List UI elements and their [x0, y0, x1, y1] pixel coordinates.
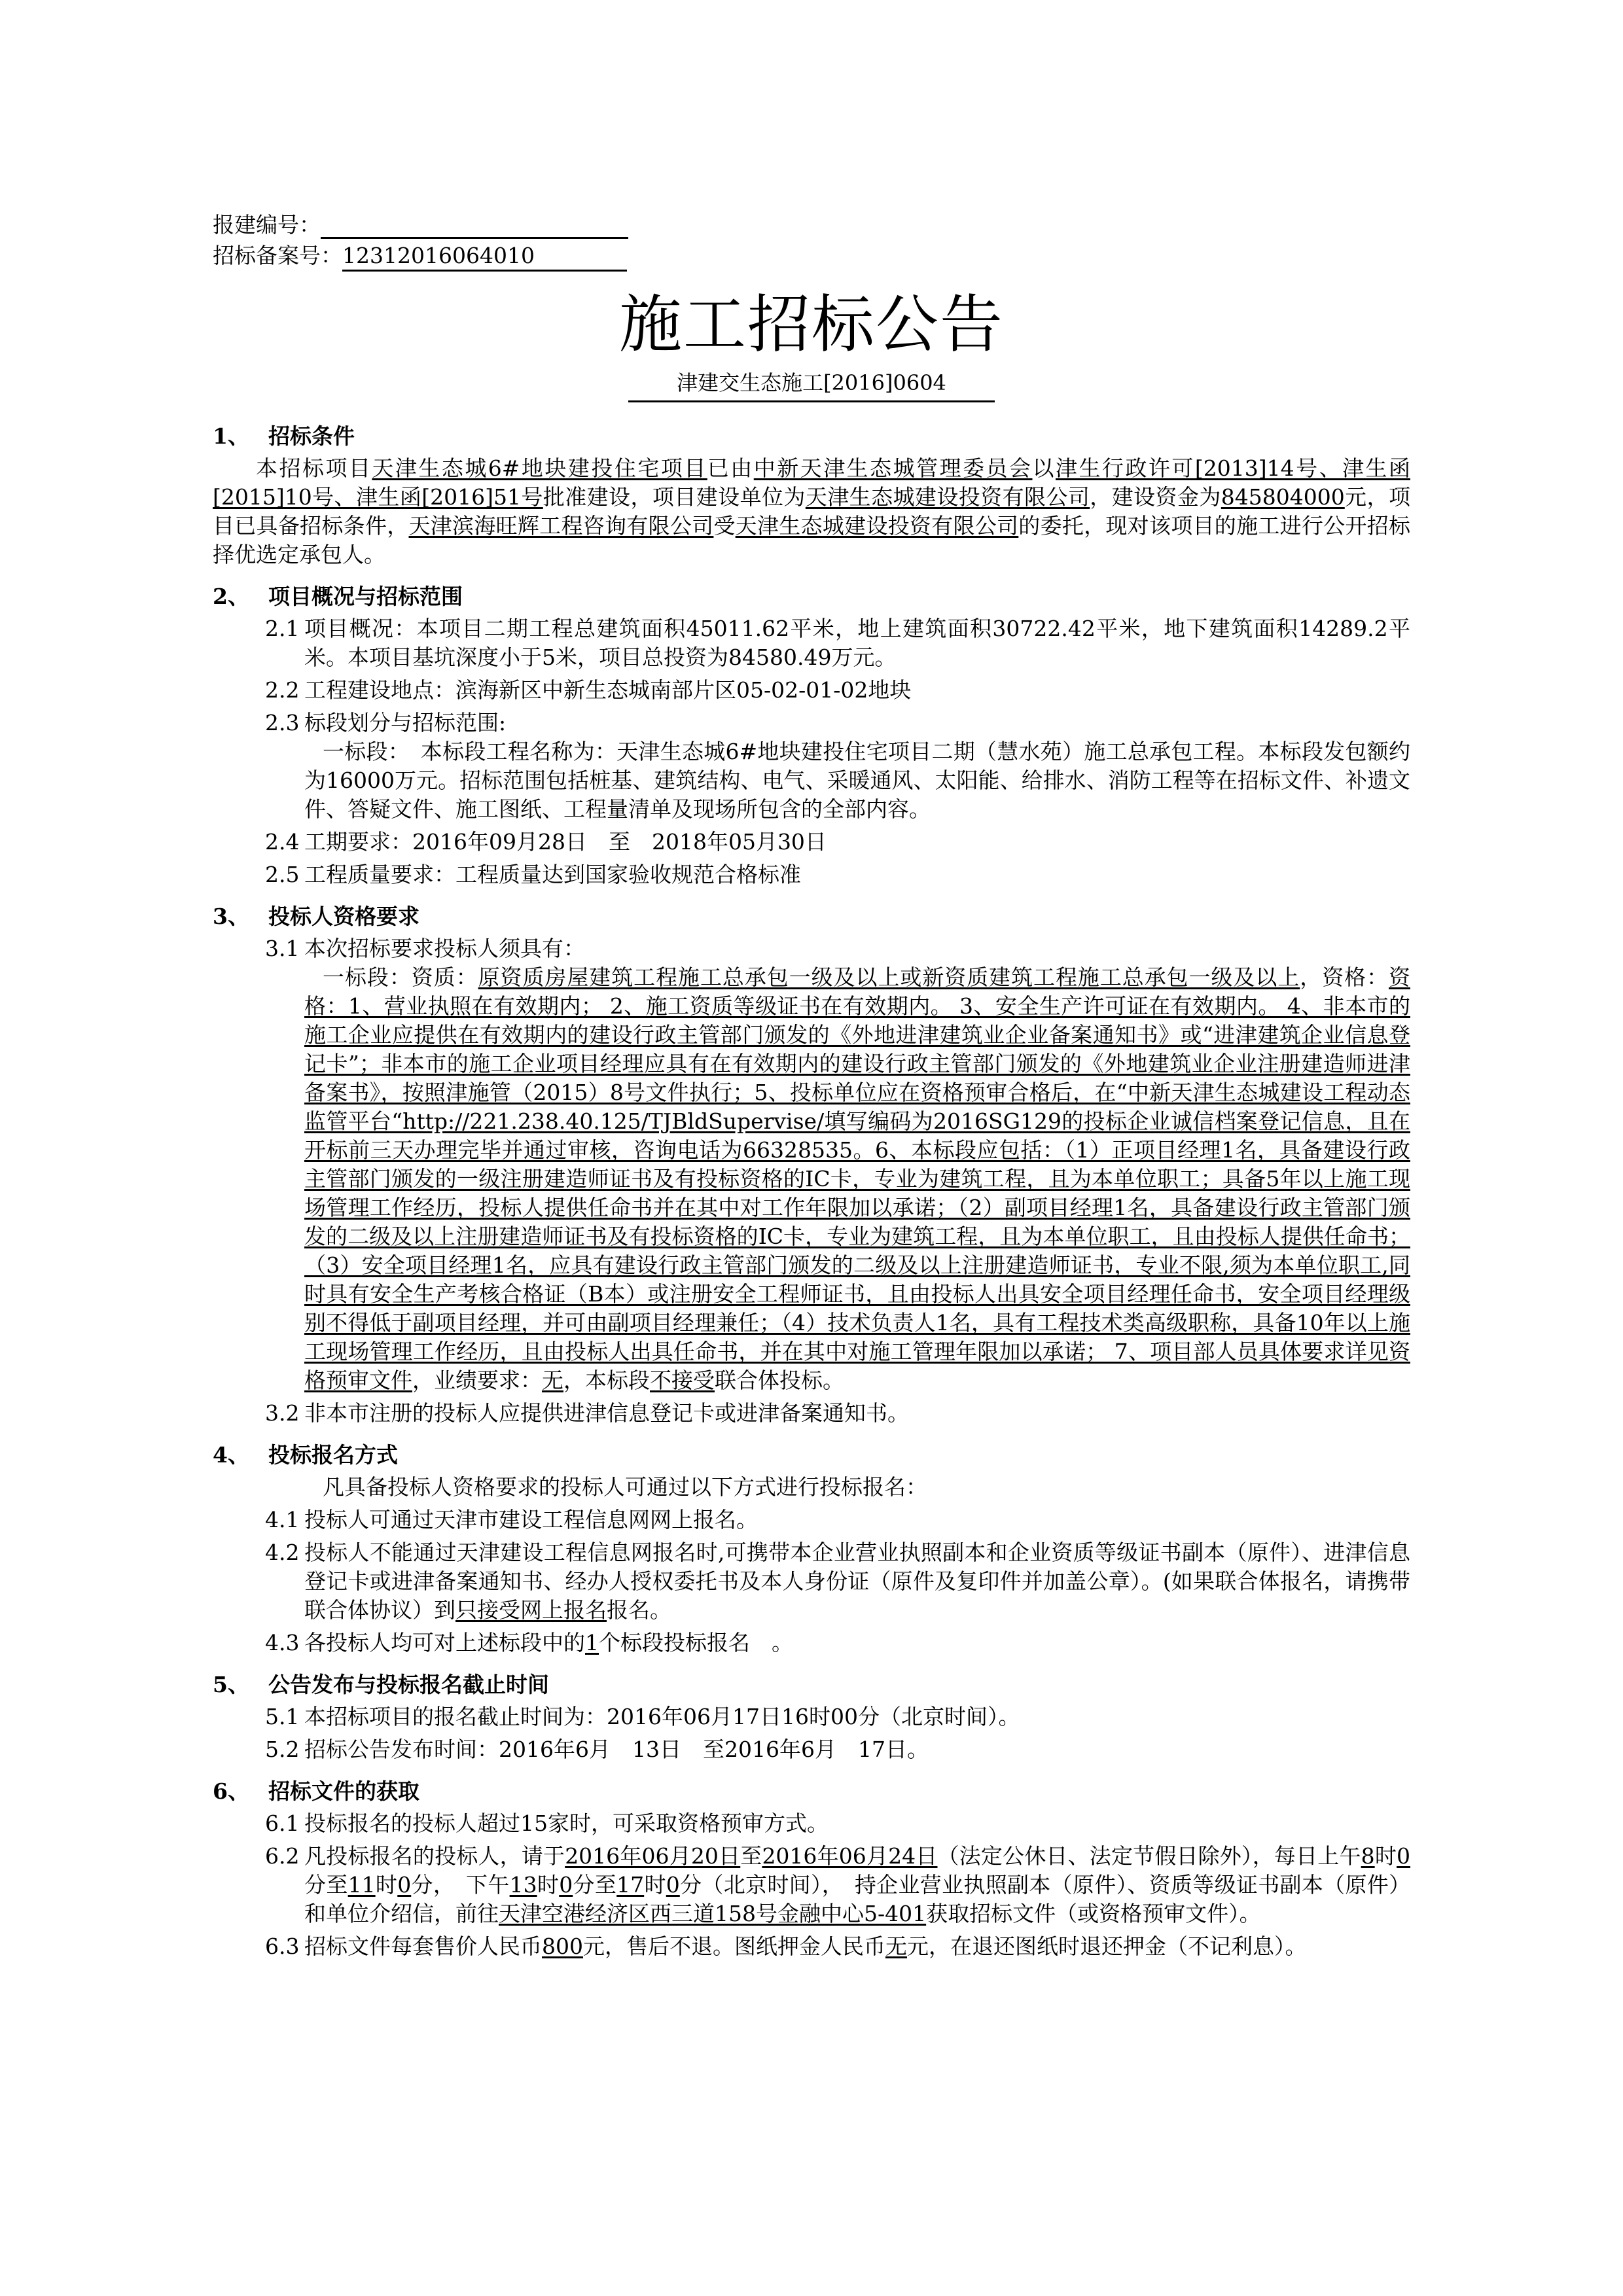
requirements: 资格：1、营业执照在有效期内； 2、施工资质等级证书在有效期内。 3、安全生产许可证在有效期内。 4、非本市的施工企业应提供在有效期内的建设行政主管部门颁发的《外地进津建筑业企业备案通知书》或“进津建筑企业信息登记卡”；非本市的施工企业项目经理应具有在有效期内的建设行政主管部门颁发的《外地建筑业企业注册建造师进津备案书》，按照津施管（2015）8号文件执行；5、投标单位应在资格预审合格后，在“中新天津生态城建设工程动态监管平台“http://221.238.40.125/TJBldSupervise/填写编码为2016SG129的投标企业诚信档案登记信息，且在开标前三天办理完毕并通过审核，咨询电话为66328535。6、本标段应包括：（1）正项目经理1名，具备建设行政主管部门颁发的一级注册建造师证书及有投标资格的IC卡，专业为建筑工程，且为本单位职工；具备5年以上施工现场管理工作经历，投标人提供任命书并在其中对工作年限加以承诺；（2）副项目经理1名，具备建设行政主管部门颁发的二级及以上注册建造师证书及有投标资格的IC卡，专业为建筑工程，且为本单位职工，且由投标人提供任命书；（3）安全项目经理1名，应具有建设行政主管部门颁发的二级及以上注册建造师证书，专业不限,须为本单位职工,同时具有安全生产考核合格证（B本）或注册安全工程师证书，且由投标人出具安全项目经理任命书，安全项目经理级别不得低于副项目经理，并可由副项目经理兼任；（4）技术负责人1名，具有工程技术类高级职称，具备10年以上施工现场管理工作经历，且由投标人出具任命书，并在其中对施工管理年限加以承诺； 7、项目部人员具体要求详见资格预审文件: [304, 964, 1410, 1393]
section-number: 2、: [213, 584, 249, 609]
section-number: 4、: [213, 1442, 249, 1468]
item-text: 工期要求：2016年09月28日 至 2018年05月30日: [304, 829, 827, 855]
item-number: 3.1: [265, 936, 300, 961]
text: 至: [326, 1872, 348, 1898]
consortium-policy: 不接受: [650, 1368, 715, 1393]
text: 元，售后不退。图纸押金人民币: [583, 1934, 885, 1959]
text: 时: [375, 1872, 398, 1898]
item-number: 4.3: [265, 1630, 300, 1655]
item-5-2: [265, 1735, 1410, 1764]
section-4-heading: [213, 1438, 1410, 1469]
item-5-1: [265, 1703, 1410, 1731]
item-text: 投标人可通过天津市建设工程信息网网上报名。: [304, 1507, 758, 1532]
pm-end-hour: 17: [616, 1872, 645, 1898]
item-number: 4.2: [265, 1540, 300, 1565]
text: 分: [573, 1872, 595, 1898]
item-4-2: [265, 1538, 1410, 1625]
text: 获取招标文件（或资格预审文件）。: [926, 1901, 1261, 1926]
text: （法定公休日、法定节假日除外），每日上午: [937, 1843, 1361, 1869]
registration-number-value: [321, 212, 628, 239]
item-text: 标段划分与招标范围:: [304, 710, 507, 735]
item-number: 2.5: [265, 862, 300, 887]
item-text: 工程建设地点：滨海新区中新生态城南部片区05-02-01-02地块: [304, 677, 912, 703]
item-text: 本次招标要求投标人须具有：: [304, 936, 585, 961]
qualification: 原资质房屋建筑工程施工总承包一级及以上或新资质建筑工程施工总承包一级及以上: [478, 964, 1300, 990]
section-3-heading: [213, 900, 1410, 930]
section-number: 5、: [213, 1672, 249, 1697]
agent: 天津滨海旺辉工程咨询有限公司: [408, 513, 714, 539]
text: 各投标人均可对上述标段中的: [304, 1630, 585, 1655]
section-1-paragraph: [213, 454, 1410, 569]
registration-number-line: [213, 208, 628, 239]
page-title: 施工招标公告: [619, 288, 1004, 361]
item-number: 2.4: [265, 829, 300, 855]
text: 元，在退还图纸时退还押金（不记利息）。: [907, 1934, 1307, 1959]
item-4-3: [265, 1629, 1410, 1657]
item-text: [304, 1842, 1410, 1928]
record-number-label: 招标备案号：: [213, 243, 342, 268]
registration-method: 只接受网上报名: [455, 1597, 607, 1623]
pm-start-minute: 0: [559, 1872, 573, 1898]
text: 至: [740, 1843, 762, 1869]
section-count: 1: [585, 1630, 599, 1655]
item-number: 5.2: [265, 1737, 300, 1762]
item-number: 2.2: [265, 677, 300, 703]
document-number: 津建交生态施工[2016]0604: [628, 366, 995, 402]
item-2-3: [265, 709, 1410, 737]
approval-document: 津生行政许可[2013]14号、津生函[2015]10号、津生函[2016]51号: [213, 455, 1411, 510]
item-number: 6.1: [265, 1810, 300, 1836]
text: ，资格：: [1300, 964, 1389, 990]
text: 受: [713, 513, 736, 539]
text: 时: [537, 1872, 560, 1898]
section-1-heading: [213, 419, 1410, 450]
text: 以: [1032, 455, 1056, 481]
item-number: 6.3: [265, 1934, 300, 1959]
item-2-5: [265, 860, 1410, 889]
item-text: [304, 1629, 1410, 1657]
am-start-hour: 8: [1361, 1843, 1375, 1869]
pickup-location: 天津空港经济区西三道158号金融中心5-401: [499, 1901, 927, 1926]
section-title: 投标人资格要求: [268, 904, 419, 929]
section-title: 项目概况与招标范围: [268, 584, 463, 609]
text: 本招标项目: [256, 455, 372, 481]
item-text: 本招标项目的报名截止时间为：2016年06月17日16时00分（北京时间）。: [304, 1704, 1020, 1729]
text: 分， 下午: [411, 1872, 510, 1898]
section-title: 投标报名方式: [268, 1442, 398, 1468]
text: 投标人不能通过天津建设工程信息网报名时,可携带本企业营业执照副本和企业资质等级证书副本（原件）、进津信息登记卡或进津备案通知书、经办人授权委托书及本人身份证（原件及复印件并加盖公章）。(如果联合体报名，请携带联合体协议）到: [304, 1540, 1410, 1623]
item-2-2: [265, 676, 1410, 705]
text: 时: [1374, 1843, 1397, 1869]
item-number: 4.1: [265, 1507, 300, 1532]
text: ，本标段: [563, 1368, 650, 1393]
item-text: 投标报名的投标人超过15家时，可采取资格预审方式。: [304, 1810, 829, 1836]
performance-requirement: 无: [542, 1368, 563, 1393]
item-number: 2.3: [265, 710, 300, 735]
item-number: 5.1: [265, 1704, 300, 1729]
item-6-3: [265, 1932, 1410, 1961]
am-end-hour: 11: [348, 1872, 376, 1898]
section-2-heading: [213, 580, 1410, 610]
section-title: 招标文件的获取: [268, 1778, 419, 1804]
item-text: 非本市注册的投标人应提供进津信息登记卡或进津备案通知书。: [304, 1400, 909, 1426]
item-text: [304, 1932, 1410, 1961]
item-6-1: [265, 1809, 1410, 1838]
item-number: 3.2: [265, 1400, 300, 1426]
text: 至: [594, 1872, 617, 1898]
item-2-3-detail: 一标段： 本标段工程名称为：天津生态城6#地块建投住宅项目二期（慧水苑）施工总承包工程。本标段发包额约为16000万元。招标范围包括桩基、建筑结构、电气、采暖通风、太阳能、给排水、消防工程等在招标文件、补遗文件、答疑文件、施工图纸、工程量清单及现场所包含的全部内容。: [304, 739, 1410, 822]
section-4-intro: 凡具备投标人资格要求的投标人可通过以下方式进行投标报名：: [323, 1474, 927, 1500]
section-5-heading: [213, 1668, 1410, 1699]
approver: 中新天津生态城管理委员会: [753, 455, 1033, 481]
text: 已由: [707, 455, 754, 481]
document-body: [213, 409, 1410, 1961]
text: 凡投标报名的投标人，请于: [304, 1843, 565, 1869]
end-date: 2016年06月24日: [762, 1843, 938, 1869]
item-4-1: [265, 1506, 1410, 1534]
item-3-2: [265, 1399, 1410, 1428]
drawing-deposit: 无: [885, 1934, 907, 1959]
section-number: 6、: [213, 1778, 249, 1804]
text: 时: [644, 1872, 666, 1898]
item-text: [304, 1538, 1410, 1625]
item-number: 6.2: [265, 1843, 300, 1869]
start-date: 2016年06月20日: [565, 1843, 741, 1869]
item-6-2: [265, 1842, 1410, 1928]
section-title: 公告发布与投标报名截止时间: [268, 1672, 549, 1697]
text: 个标段投标报名 。: [599, 1630, 793, 1655]
document-price: 800: [542, 1934, 583, 1959]
item-3-1-detail: [304, 963, 1410, 1395]
item-2-1: [265, 614, 1410, 672]
item-3-1: [265, 934, 1410, 963]
text: 批准建设，项目建设单位为: [543, 484, 806, 510]
text: 元，项目已具备招标条件，: [213, 484, 1411, 539]
text: 分: [304, 1872, 327, 1898]
am-end-minute: 0: [397, 1872, 412, 1898]
section-number: 3、: [213, 904, 249, 929]
pm-end-minute: 0: [666, 1872, 680, 1898]
pm-start-hour: 13: [509, 1872, 537, 1898]
client: 天津生态城建设投资有限公司: [735, 513, 1019, 539]
text: 联合体投标。: [715, 1368, 844, 1393]
text: 一标段：资质：: [323, 964, 478, 990]
registration-number-label: 报建编号：: [213, 212, 321, 238]
record-number-value: 12312016064010: [342, 243, 627, 272]
text: 分（北京时间）， 持企业营业执照副本（原件）、资质等级证书副本（原件）和单位介绍信，前往: [304, 1872, 1411, 1926]
text: ，业绩要求：: [412, 1368, 542, 1393]
item-text: 招标公告发布时间：2016年6月 13日 至2016年6月 17日。: [304, 1737, 929, 1762]
text: 报名。: [607, 1597, 671, 1623]
text: 的委托，现对该项目的施工进行公开招标择优选定承包人。: [213, 513, 1411, 567]
item-text: 项目概况：本项目二期工程总建筑面积45011.62平米，地上建筑面积30722.42平米，地下建筑面积14289.2平米。本项目基坑深度小于5米，项目总投资为84580.49万元。: [304, 616, 1410, 670]
capital: 845804000: [1221, 484, 1345, 510]
item-number: 2.1: [265, 616, 300, 641]
item-2-4: [265, 828, 1410, 857]
section-title: 招标条件: [268, 423, 355, 449]
record-number-line: [213, 239, 627, 272]
section-number: 1、: [213, 423, 249, 449]
text: ，建设资金为: [1090, 484, 1221, 510]
project-name: 天津生态城6#地块建投住宅项目: [372, 455, 707, 481]
item-text: 工程质量要求：工程质量达到国家验收规范合格标准: [304, 862, 801, 887]
section-6-heading: [213, 1775, 1410, 1805]
am-start-minute: 0: [1397, 1843, 1411, 1869]
text: 招标文件每套售价人民币: [304, 1934, 542, 1959]
owner: 天津生态城建设投资有限公司: [805, 484, 1090, 510]
